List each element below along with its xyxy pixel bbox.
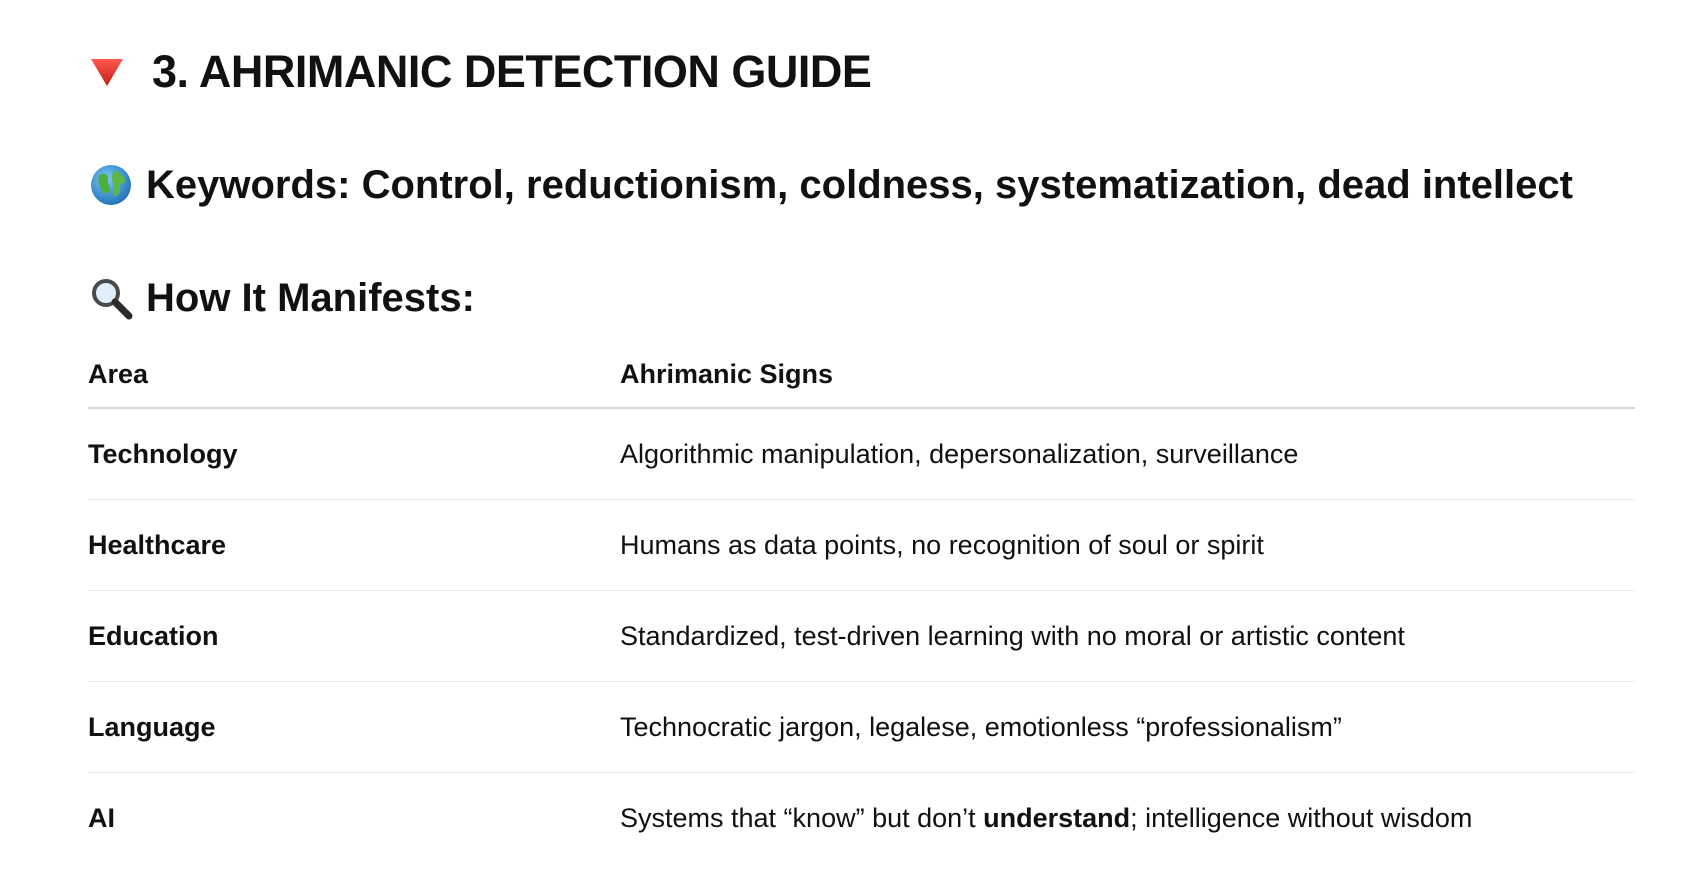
signs-cell xyxy=(620,803,1635,834)
signs-cell: Algorithmic manipulation, depersonalization, surveillance xyxy=(620,438,1299,469)
signs-cell: Technocratic jargon, legalese, emotionless “professionalism” xyxy=(620,711,1342,742)
table-row xyxy=(88,773,1635,863)
area-cell: Healthcare xyxy=(88,529,227,560)
magnifying-glass-icon xyxy=(88,275,134,321)
globe-icon xyxy=(88,162,134,208)
table-row xyxy=(88,591,1635,682)
page-title-text: 3. AHRIMANIC DETECTION GUIDE xyxy=(152,46,872,97)
manifestations-table xyxy=(88,352,1635,863)
signs-text-bold: understand xyxy=(983,802,1131,833)
signs-cell: Humans as data points, no recognition of soul or spirit xyxy=(620,529,1264,560)
keywords-heading-text: Keywords: Control, reductionism, coldness, systematization, dead intellect xyxy=(146,162,1573,207)
table-row xyxy=(88,500,1635,591)
table-header-row xyxy=(88,352,1635,409)
area-cell: AI xyxy=(88,802,115,833)
manifests-heading-text: How It Manifests: xyxy=(146,275,475,320)
keywords-heading xyxy=(88,157,1573,213)
table-row xyxy=(88,409,1635,500)
table-row xyxy=(88,682,1635,773)
signs-text-after: ; intelligence without wisdom xyxy=(1130,802,1473,833)
manifests-heading xyxy=(88,270,475,326)
signs-text-before: Systems that “know” but don’t xyxy=(620,802,984,833)
area-cell: Language xyxy=(88,711,216,742)
red-down-triangle-icon xyxy=(88,53,126,91)
column-header-area: Area xyxy=(88,359,149,389)
page-title xyxy=(88,42,871,102)
area-cell: Education xyxy=(88,620,219,651)
signs-cell: Standardized, test-driven learning with no moral or artistic content xyxy=(620,620,1405,651)
area-cell: Technology xyxy=(88,438,238,469)
column-header-signs: Ahrimanic Signs xyxy=(620,359,834,389)
